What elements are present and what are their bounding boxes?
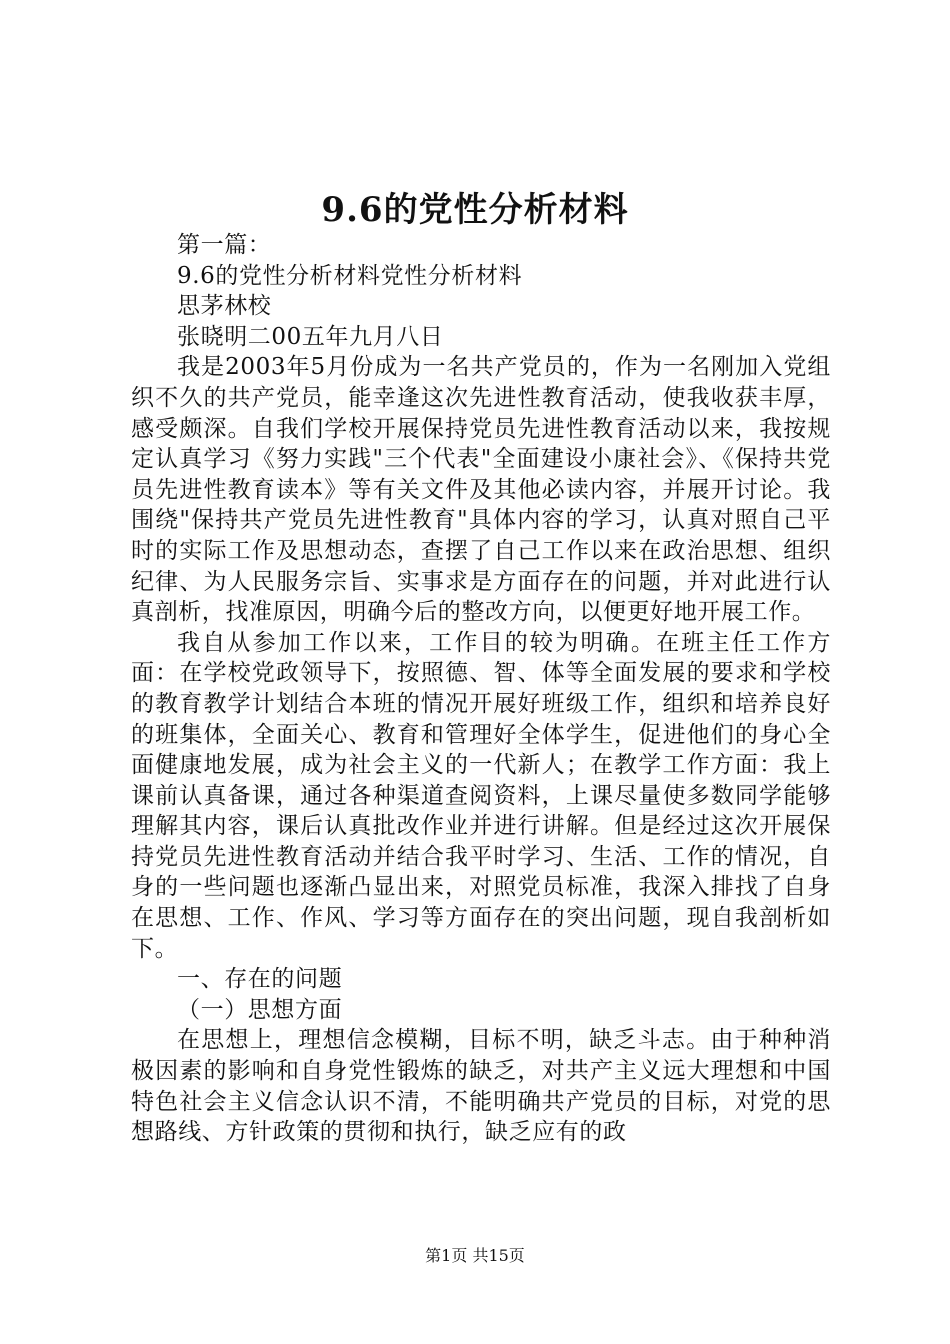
body-paragraph: 我自从参加工作以来，工作目的较为明确。在班主任工作方面：在学校党政领导下，按照德、智、体等全面发展的要求和学校的教育教学计划结合本班的情况开展好班级工作，组织和培养良好的班集体，全面关心、教育和管理好全体学生，促进他们的身心全面健康地发展，成为社会主义的一代新人；在教学工作方面：我上课前认真备课，通过各种渠道查阅资料，上课尽量使多数同学能够理解其内容，课后认真批改作业并进行讲解。但是经过这次开展保持党员先进性教育活动并结合我平时学习、生活、工作的情况，自身的一些问题也逐渐凸显出来，对照党员标准，我深入排找了自身在思想、工作、作风、学习等方面存在的突出问题，现自我剖析如下。 <box>131 629 831 962</box>
organization-line: 思茅林校 <box>177 293 272 320</box>
document-body <box>131 230 831 1148</box>
document-title: 9.6的党性分析材料 <box>321 190 629 230</box>
subsection-heading: 一、存在的问题 <box>177 966 343 993</box>
subtitle-line: 9.6的党性分析材料党性分析材料 <box>177 262 523 289</box>
page-footer: 第1页 共15页 <box>425 1246 525 1265</box>
body-paragraph: 我是2003年5月份成为一名共产党员的，作为一名刚加入党组织不久的共产党员，能幸逢这次先进性教育活动，使我收获丰厚，感受颇深。自我们学校开展保持党员先进性教育活动以来，我按规定认真学习《努力实践"三个代表"全面建设小康社会》、《保持共党员先进性教育读本》等有关文件及其他必读内容，并展开讨论。我围绕"保持共产党员先进性教育"具体内容的学习，认真对照自己平时的实际工作及思想动态，查摆了自己工作以来在政治思想、组织纪律、为人民服务宗旨、实事求是方面存在的问题，并对此进行认真剖析，找准原因，明确今后的整改方向，以便更好地开展工作。 <box>131 354 831 626</box>
body-paragraph: 在思想上，理想信念模糊，目标不明，缺乏斗志。由于种种消极因素的影响和自身党性锻炼的缺乏，对共产主义远大理想和中国特色社会主义信念认识不清，不能明确共产党员的目标，对党的思想路线、方针政策的贯彻和执行，缺乏应有的政 <box>131 1027 831 1146</box>
section-heading: 第一篇： <box>177 232 272 258</box>
subsection-heading: （一）思想方面 <box>177 996 343 1023</box>
author-date-line: 张晓明二00五年九月八日 <box>177 323 444 350</box>
